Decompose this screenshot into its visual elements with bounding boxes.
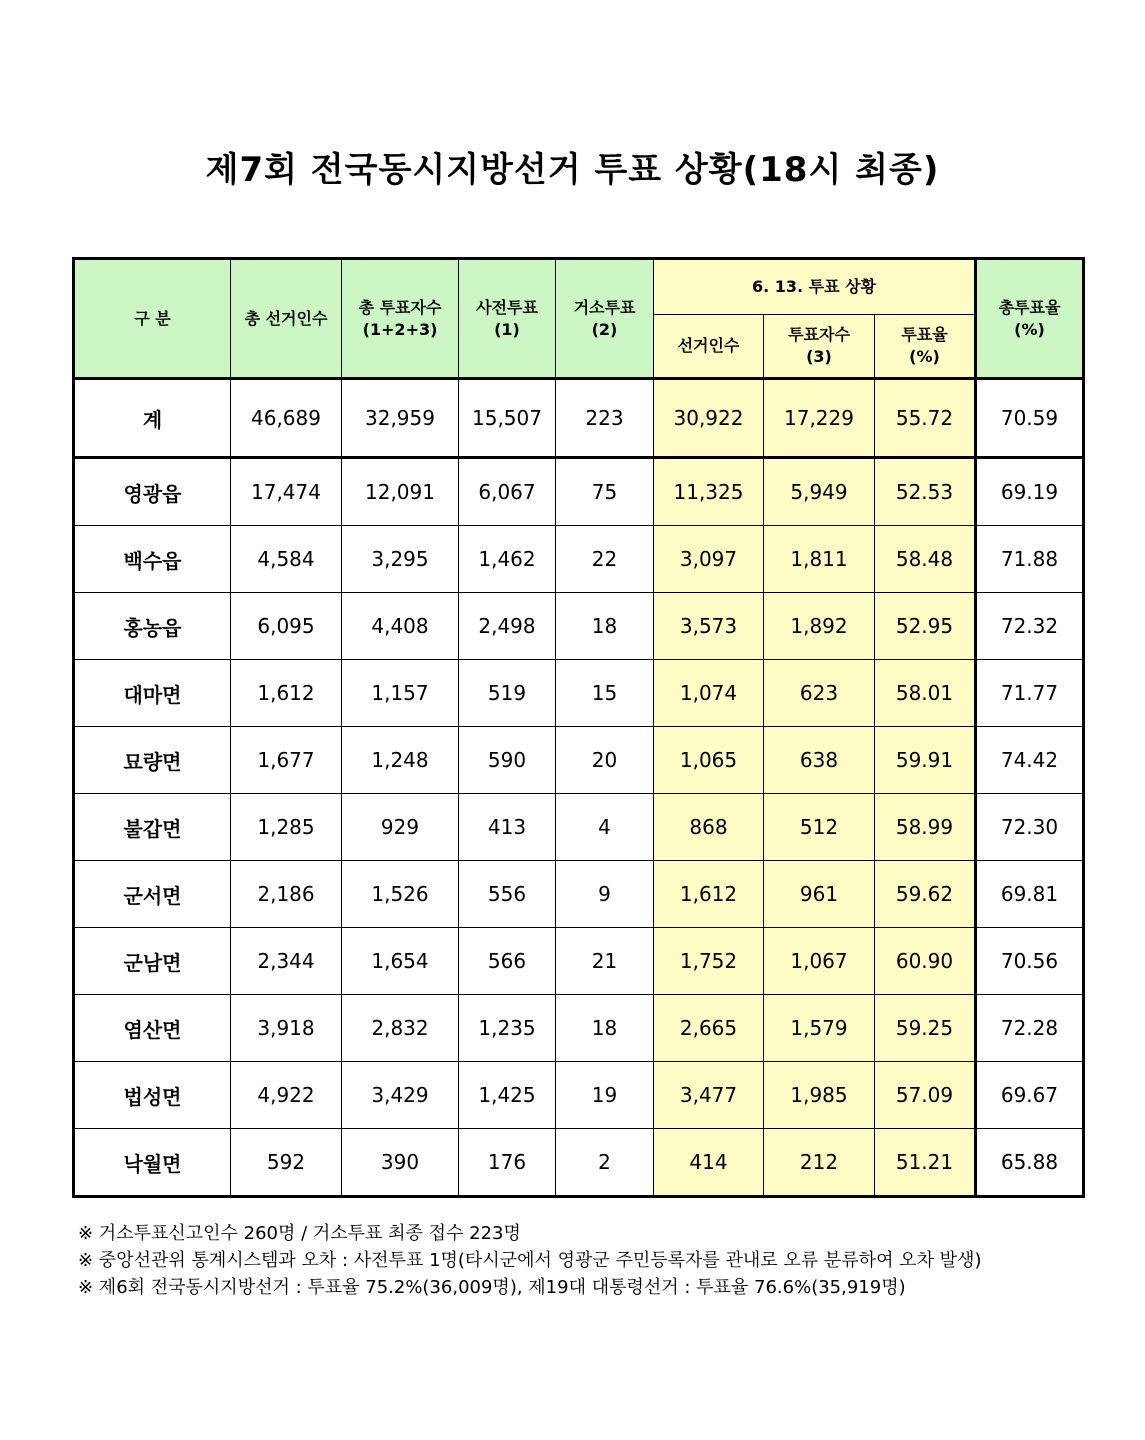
cell-total-votes: 2,832 bbox=[342, 995, 459, 1062]
cell-absentee-votes: 22 bbox=[556, 526, 654, 593]
cell-early-votes: 176 bbox=[459, 1129, 556, 1197]
table-row bbox=[74, 458, 1084, 526]
cell-total-voters: 17,474 bbox=[231, 458, 342, 526]
cell-district-name: 영광읍 bbox=[74, 458, 231, 526]
cell-early-votes: 1,462 bbox=[459, 526, 556, 593]
vote-status-table bbox=[72, 257, 1085, 1198]
cell-day-voters: 3,477 bbox=[654, 1062, 764, 1129]
cell-day-votes: 17,229 bbox=[764, 379, 875, 458]
cell-day-rate: 55.72 bbox=[875, 379, 976, 458]
cell-day-voters: 3,097 bbox=[654, 526, 764, 593]
cell-absentee-votes: 18 bbox=[556, 593, 654, 660]
cell-total-rate: 65.88 bbox=[976, 1129, 1084, 1197]
cell-total-votes: 4,408 bbox=[342, 593, 459, 660]
cell-absentee-votes: 2 bbox=[556, 1129, 654, 1197]
cell-total-votes: 1,526 bbox=[342, 861, 459, 928]
cell-total-rate: 71.77 bbox=[976, 660, 1084, 727]
cell-total-voters: 2,344 bbox=[231, 928, 342, 995]
cell-total-votes: 3,429 bbox=[342, 1062, 459, 1129]
cell-total-voters: 2,186 bbox=[231, 861, 342, 928]
cell-total-votes: 390 bbox=[342, 1129, 459, 1197]
header-category: 구 분 bbox=[74, 259, 231, 379]
cell-early-votes: 519 bbox=[459, 660, 556, 727]
header-day-rate-label: 투표율 bbox=[901, 325, 948, 344]
cell-day-rate: 51.21 bbox=[875, 1129, 976, 1197]
cell-total-rate: 74.42 bbox=[976, 727, 1084, 794]
header-election-day-group: 6. 13. 투표 상황 bbox=[654, 259, 976, 315]
cell-absentee-votes: 4 bbox=[556, 794, 654, 861]
cell-total-voters: 6,095 bbox=[231, 593, 342, 660]
header-total-voters: 총 선거인수 bbox=[231, 259, 342, 379]
cell-total-rate: 72.30 bbox=[976, 794, 1084, 861]
cell-district-name: 대마면 bbox=[74, 660, 231, 727]
table-row bbox=[74, 861, 1084, 928]
page-title: 제7회 전국동시지방선거 투표 상황(18시 최종) bbox=[205, 150, 940, 190]
cell-day-votes: 1,579 bbox=[764, 995, 875, 1062]
cell-total-votes: 3,295 bbox=[342, 526, 459, 593]
table-row bbox=[74, 526, 1084, 593]
cell-total-votes: 929 bbox=[342, 794, 459, 861]
header-total-votes-formula: (1+2+3) bbox=[362, 319, 438, 339]
cell-total-votes: 1,157 bbox=[342, 660, 459, 727]
cell-total-rate: 69.67 bbox=[976, 1062, 1084, 1129]
header-day-voters: 선거인수 bbox=[654, 315, 764, 379]
cell-total-rate: 72.28 bbox=[976, 995, 1084, 1062]
cell-district-name: 군남면 bbox=[74, 928, 231, 995]
cell-day-voters: 11,325 bbox=[654, 458, 764, 526]
cell-day-voters: 30,922 bbox=[654, 379, 764, 458]
cell-day-rate: 58.48 bbox=[875, 526, 976, 593]
cell-total-rate: 69.19 bbox=[976, 458, 1084, 526]
header-early-vote-index: (1) bbox=[494, 319, 520, 339]
table-row bbox=[74, 928, 1084, 995]
cell-absentee-votes: 19 bbox=[556, 1062, 654, 1129]
cell-district-name: 홍농읍 bbox=[74, 593, 231, 660]
cell-day-votes: 638 bbox=[764, 727, 875, 794]
cell-early-votes: 1,425 bbox=[459, 1062, 556, 1129]
cell-total-voters: 4,922 bbox=[231, 1062, 342, 1129]
total-row bbox=[74, 379, 1084, 458]
header-absentee-vote-index: (2) bbox=[591, 319, 618, 339]
table-row bbox=[74, 995, 1084, 1062]
header-day-votes bbox=[764, 315, 875, 379]
cell-day-voters: 3,573 bbox=[654, 593, 764, 660]
cell-day-rate: 52.95 bbox=[875, 593, 976, 660]
cell-day-votes: 1,985 bbox=[764, 1062, 875, 1129]
header-absentee-vote bbox=[556, 259, 654, 379]
cell-absentee-votes: 223 bbox=[556, 379, 654, 458]
cell-total-votes: 12,091 bbox=[342, 458, 459, 526]
table-row bbox=[74, 660, 1084, 727]
cell-early-votes: 566 bbox=[459, 928, 556, 995]
header-day-rate-unit: (%) bbox=[909, 347, 940, 366]
footnote-previous-elections: ※ 제6회 전국동시지방선거 : 투표율 75.2%(36,009명), 제19대 대통령선거 : 투표율 76.6%(35,919명) bbox=[78, 1277, 906, 1298]
cell-day-voters: 1,065 bbox=[654, 727, 764, 794]
header-day-votes-index: (3) bbox=[806, 347, 832, 366]
cell-day-rate: 58.99 bbox=[875, 794, 976, 861]
cell-total-voters: 1,677 bbox=[231, 727, 342, 794]
cell-day-votes: 5,949 bbox=[764, 458, 875, 526]
cell-day-rate: 52.53 bbox=[875, 458, 976, 526]
cell-day-voters: 414 bbox=[654, 1129, 764, 1197]
header-total-rate-label: 총투표율 bbox=[998, 297, 1061, 317]
cell-total-votes: 1,654 bbox=[342, 928, 459, 995]
header-day-rate bbox=[875, 315, 976, 379]
table-row bbox=[74, 593, 1084, 660]
cell-early-votes: 590 bbox=[459, 727, 556, 794]
cell-district-name: 법성면 bbox=[74, 1062, 231, 1129]
header-total-votes-label: 총 투표자수 bbox=[358, 297, 442, 317]
cell-total-voters: 1,612 bbox=[231, 660, 342, 727]
cell-total-votes: 1,248 bbox=[342, 727, 459, 794]
cell-total-voters: 592 bbox=[231, 1129, 342, 1197]
cell-day-rate: 59.91 bbox=[875, 727, 976, 794]
header-day-votes-label: 투표자수 bbox=[788, 325, 850, 344]
header-early-vote-label: 사전투표 bbox=[476, 297, 538, 317]
cell-total-rate: 71.88 bbox=[976, 526, 1084, 593]
cell-day-votes: 1,067 bbox=[764, 928, 875, 995]
cell-total-voters: 1,285 bbox=[231, 794, 342, 861]
cell-day-voters: 2,665 bbox=[654, 995, 764, 1062]
cell-day-rate: 57.09 bbox=[875, 1062, 976, 1129]
cell-day-voters: 1,612 bbox=[654, 861, 764, 928]
cell-total-votes: 32,959 bbox=[342, 379, 459, 458]
header-absentee-vote-label: 거소투표 bbox=[573, 297, 636, 317]
cell-early-votes: 2,498 bbox=[459, 593, 556, 660]
cell-day-votes: 512 bbox=[764, 794, 875, 861]
cell-early-votes: 6,067 bbox=[459, 458, 556, 526]
footnote-absentee: ※ 거소투표신고인수 260명 / 거소투표 최종 접수 223명 bbox=[78, 1223, 521, 1244]
cell-absentee-votes: 20 bbox=[556, 727, 654, 794]
cell-district-name: 낙월면 bbox=[74, 1129, 231, 1197]
cell-district-name: 백수읍 bbox=[74, 526, 231, 593]
cell-day-votes: 623 bbox=[764, 660, 875, 727]
cell-day-voters: 868 bbox=[654, 794, 764, 861]
cell-day-rate: 59.62 bbox=[875, 861, 976, 928]
footnote-error: ※ 중앙선관위 통계시스템과 오차 : 사전투표 1명(타시군에서 영광군 주민등록자를 관내로 오류 분류하여 오차 발생) bbox=[78, 1250, 982, 1271]
cell-absentee-votes: 21 bbox=[556, 928, 654, 995]
cell-total-voters: 46,689 bbox=[231, 379, 342, 458]
cell-day-votes: 212 bbox=[764, 1129, 875, 1197]
cell-total-rate: 69.81 bbox=[976, 861, 1084, 928]
header-total-rate-unit: (%) bbox=[1014, 319, 1045, 339]
header-early-vote bbox=[459, 259, 556, 379]
cell-total-rate: 70.56 bbox=[976, 928, 1084, 995]
header-total-rate bbox=[976, 259, 1084, 379]
cell-district-name: 계 bbox=[74, 379, 231, 458]
cell-day-votes: 1,892 bbox=[764, 593, 875, 660]
footnotes bbox=[78, 1220, 1078, 1301]
cell-day-voters: 1,752 bbox=[654, 928, 764, 995]
cell-early-votes: 1,235 bbox=[459, 995, 556, 1062]
cell-day-rate: 59.25 bbox=[875, 995, 976, 1062]
cell-day-rate: 58.01 bbox=[875, 660, 976, 727]
table-row bbox=[74, 1062, 1084, 1129]
cell-absentee-votes: 75 bbox=[556, 458, 654, 526]
header-total-votes bbox=[342, 259, 459, 379]
cell-district-name: 묘량면 bbox=[74, 727, 231, 794]
cell-day-rate: 60.90 bbox=[875, 928, 976, 995]
cell-total-voters: 4,584 bbox=[231, 526, 342, 593]
cell-total-rate: 70.59 bbox=[976, 379, 1084, 458]
cell-absentee-votes: 18 bbox=[556, 995, 654, 1062]
cell-absentee-votes: 9 bbox=[556, 861, 654, 928]
cell-day-votes: 961 bbox=[764, 861, 875, 928]
cell-early-votes: 15,507 bbox=[459, 379, 556, 458]
table-row bbox=[74, 1129, 1084, 1197]
cell-early-votes: 556 bbox=[459, 861, 556, 928]
table-row bbox=[74, 794, 1084, 861]
cell-district-name: 군서면 bbox=[74, 861, 231, 928]
cell-day-voters: 1,074 bbox=[654, 660, 764, 727]
cell-early-votes: 413 bbox=[459, 794, 556, 861]
cell-absentee-votes: 15 bbox=[556, 660, 654, 727]
cell-district-name: 불갑면 bbox=[74, 794, 231, 861]
cell-district-name: 염산면 bbox=[74, 995, 231, 1062]
table-row bbox=[74, 727, 1084, 794]
cell-day-votes: 1,811 bbox=[764, 526, 875, 593]
cell-total-rate: 72.32 bbox=[976, 593, 1084, 660]
cell-total-voters: 3,918 bbox=[231, 995, 342, 1062]
